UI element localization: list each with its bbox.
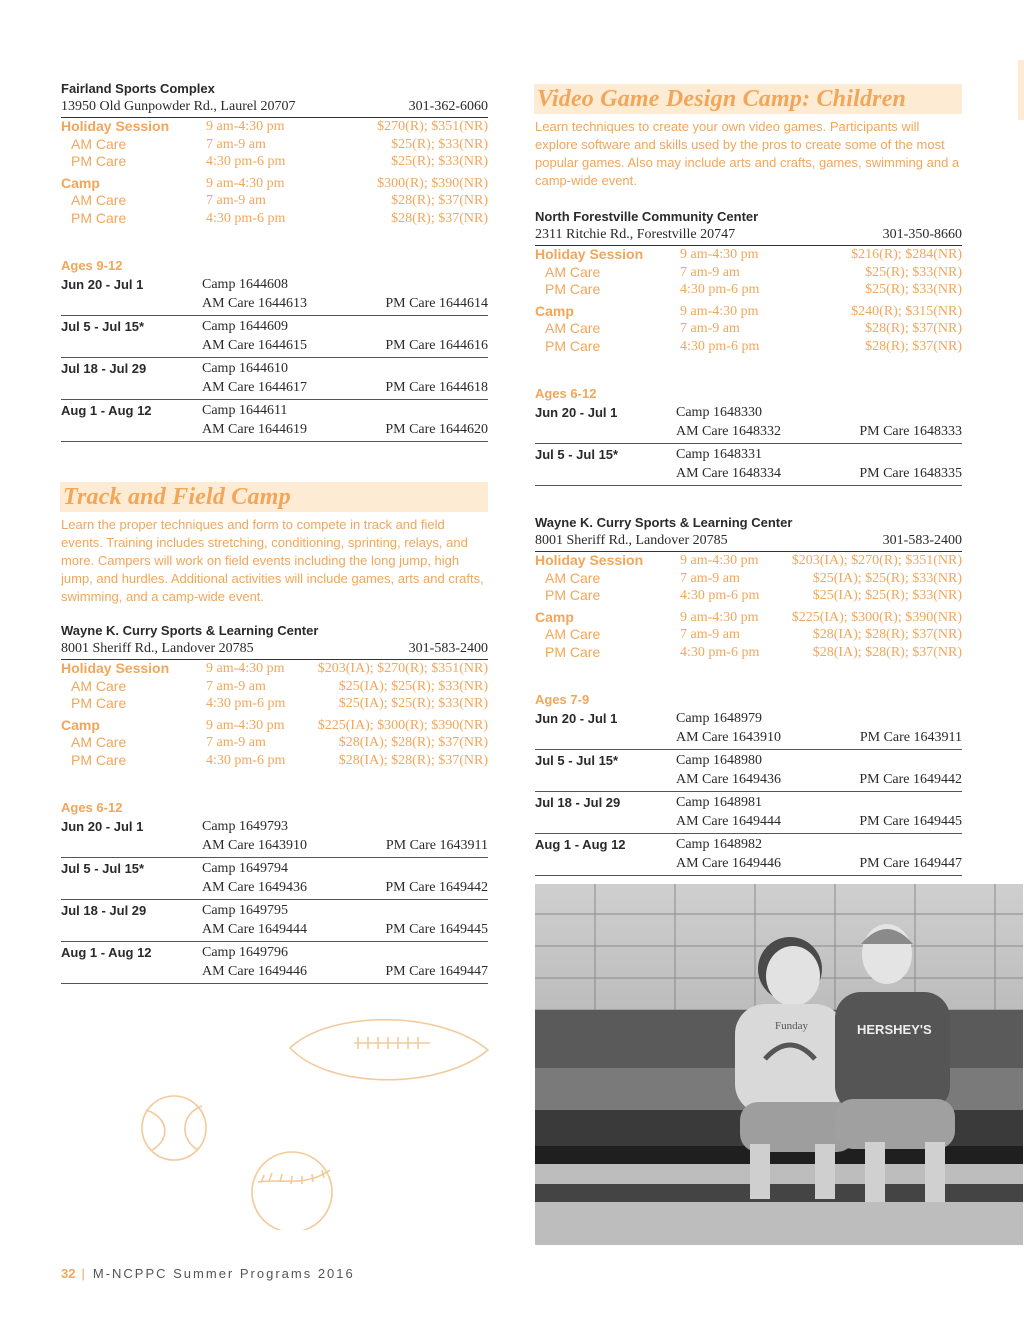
ages-label: Ages 7-9: [535, 692, 590, 707]
session-row: [535, 246, 962, 264]
registration-line-care: [535, 770, 962, 789]
session-row: [535, 303, 962, 321]
session-label: Holiday Session: [61, 118, 170, 134]
registration-line-camp: [61, 401, 488, 420]
session-price: $240(R); $315(NR): [851, 303, 962, 319]
registration-list: [61, 274, 488, 442]
registration-line-camp: [535, 445, 962, 464]
registration-line-care: [61, 836, 488, 855]
session-row: [535, 587, 962, 605]
session-price: $203(IA); $270(R); $351(NR): [791, 553, 962, 568]
session-label: Camp: [535, 302, 574, 319]
pm-care-code: PM Care 1649447: [859, 856, 962, 871]
session-label: PM Care: [545, 281, 601, 297]
session-row: [61, 136, 488, 154]
pm-care-code: PM Care 1649442: [385, 880, 488, 895]
football-icon: [290, 1020, 488, 1080]
registration-line-care: [535, 464, 962, 483]
registration-dates: Jul 5 - Jul 15*: [535, 753, 619, 768]
section-description: Learn the proper techniques and form to compete in track and field events. Training includes stretching, conditioning, sprinting, relays, and more. Campers will work on field events including the long jump, high jump, and hurdles. Additional activities will include games, arts and crafts, swimming, and a camp-wide event.: [61, 517, 484, 604]
session-row: [535, 281, 962, 299]
session-price: $25(R); $33(NR): [391, 136, 488, 152]
pm-care-code: PM Care 1649445: [385, 922, 488, 937]
am-care-code: AM Care 1648332: [676, 424, 781, 439]
location-address-row: [61, 640, 488, 660]
registration-list: [535, 402, 962, 486]
pm-care-code: PM Care 1644614: [385, 296, 488, 311]
registration-line-care: [61, 378, 488, 397]
session-time: 9 am-4:30 pm: [680, 553, 759, 568]
session-table: [535, 552, 962, 661]
session-row: [61, 717, 488, 735]
session-label: Holiday Session: [535, 552, 644, 568]
section-description: Learn techniques to create your own video games. Participants will explore software and skills used by the pros to create some of the most popular games. Also may include arts and crafts, games, swimming and a camp-wide event.: [535, 119, 960, 188]
session-row: [535, 609, 962, 627]
session-time: 4:30 pm-6 pm: [206, 696, 286, 711]
camp-code: Camp 1649795: [202, 903, 288, 918]
shirt-text-right: HERSHEY'S: [857, 1022, 932, 1037]
kids-photo: [535, 884, 1023, 1245]
session-label: AM Care: [71, 192, 127, 208]
registration-row: [61, 816, 488, 858]
track-field-section: [61, 482, 488, 984]
session-time: 7 am-9 am: [206, 193, 266, 208]
registration-dates: Aug 1 - Aug 12: [61, 403, 152, 418]
registration-row: [535, 792, 962, 834]
registration-line-camp: [61, 317, 488, 336]
registration-dates: Jul 5 - Jul 15*: [61, 861, 145, 876]
session-price: $270(R); $351(NR): [377, 119, 488, 134]
location-name: Wayne K. Curry Sports & Learning Center: [535, 515, 793, 530]
camp-code: Camp 1644608: [202, 277, 288, 292]
session-label: Holiday Session: [61, 660, 170, 676]
camp-code: Camp 1649794: [202, 861, 288, 876]
location-address-row: [535, 226, 962, 246]
registration-dates: Jul 18 - Jul 29: [535, 795, 621, 810]
session-row: [535, 570, 962, 588]
left-column: [61, 80, 488, 984]
location-phone: 301-583-2400: [882, 533, 962, 548]
session-label: PM Care: [71, 153, 127, 169]
session-price: $28(R); $37(NR): [391, 210, 488, 226]
page-edge-tab: [1018, 60, 1024, 120]
am-care-code: AM Care 1649436: [676, 772, 781, 787]
session-row: [61, 210, 488, 228]
registration-row: [535, 750, 962, 792]
am-care-code: AM Care 1649446: [676, 856, 781, 871]
registration-line-camp: [535, 709, 962, 728]
session-time: 4:30 pm-6 pm: [680, 282, 760, 297]
registration-dates: Jun 20 - Jul 1: [535, 711, 618, 726]
registration-row: [61, 316, 488, 358]
session-row: [535, 338, 962, 356]
session-row: [61, 734, 488, 752]
registration-dates: Aug 1 - Aug 12: [535, 837, 626, 852]
pm-care-code: PM Care 1644616: [385, 338, 488, 353]
registration-row: [535, 444, 962, 486]
session-label: PM Care: [545, 643, 601, 660]
session-table: [535, 246, 962, 355]
session-label: AM Care: [545, 320, 601, 336]
session-price: $203(IA); $270(R); $351(NR): [317, 661, 488, 676]
registration-line-care: [61, 962, 488, 981]
pm-care-code: PM Care 1644620: [385, 422, 488, 437]
am-care-code: AM Care 1643910: [202, 838, 307, 853]
registration-row: [61, 858, 488, 900]
location-phone: 301-350-8660: [882, 227, 962, 242]
page-number: 32: [61, 1266, 76, 1281]
session-time: 7 am-9 am: [680, 264, 740, 280]
session-label: Camp: [61, 174, 100, 191]
registration-line-care: [61, 878, 488, 897]
session-table: [61, 118, 488, 227]
tennis-ball-icon: [142, 1096, 206, 1160]
session-label: AM Care: [71, 677, 127, 694]
registration-line-camp: [535, 751, 962, 770]
session-row: [61, 175, 488, 193]
session-row: [61, 752, 488, 770]
publication-title: M-NCPPC Summer Programs 2016: [92, 1266, 355, 1281]
baseball-icon: [252, 1152, 332, 1230]
session-row: [535, 644, 962, 662]
am-care-code: AM Care 1643910: [676, 730, 781, 745]
session-time: 9 am-4:30 pm: [206, 119, 285, 134]
registration-line-camp: [535, 835, 962, 854]
registration-line-care: [535, 728, 962, 747]
location-address-row: [61, 98, 488, 118]
session-label: PM Care: [71, 695, 127, 711]
wayne-location: [61, 622, 488, 984]
camp-code: Camp 1648331: [676, 447, 762, 462]
session-row: [61, 695, 488, 713]
session-price: $28(IA); $28(R); $37(NR): [338, 752, 488, 768]
pm-care-code: PM Care 1643911: [385, 838, 488, 853]
registration-dates: Jun 20 - Jul 1: [61, 819, 144, 834]
session-row: [535, 320, 962, 338]
session-row: [61, 153, 488, 171]
registration-line-care: [61, 336, 488, 355]
session-price: $28(R); $37(NR): [865, 321, 962, 336]
location-address-row: [535, 532, 962, 552]
registration-dates: Jun 20 - Jul 1: [535, 405, 618, 420]
session-price: $28(IA); $28(R); $37(NR): [812, 627, 962, 642]
ages-label: Ages 9-12: [61, 258, 123, 273]
registration-row: [61, 400, 488, 442]
pm-care-code: PM Care 1649445: [859, 814, 962, 829]
location-address: 8001 Sheriff Rd., Landover 20785: [61, 641, 254, 656]
section-title: Video Game Design Camp: Children: [534, 84, 962, 114]
section-title: Track and Field Camp: [60, 482, 488, 512]
session-price: $225(IA); $300(R); $390(NR): [791, 609, 962, 625]
camp-code: Camp 1644609: [202, 319, 288, 334]
camp-code: Camp 1648980: [676, 753, 762, 768]
location-name: Wayne K. Curry Sports & Learning Center: [61, 623, 319, 638]
registration-row: [535, 708, 962, 750]
registration-row: [61, 942, 488, 984]
location-address: 2311 Ritchie Rd., Forestville 20747: [535, 227, 736, 242]
pm-care-code: PM Care 1643911: [859, 730, 962, 745]
ages-label: Ages 6-12: [61, 800, 123, 815]
session-price: $25(IA); $25(R); $33(NR): [338, 696, 488, 711]
session-time: 4:30 pm-6 pm: [680, 588, 760, 603]
location-name: North Forestville Community Center: [535, 209, 759, 224]
registration-line-care: [61, 920, 488, 939]
session-table: [61, 660, 488, 769]
registration-row: [61, 274, 488, 316]
session-price: $28(R); $37(NR): [391, 193, 488, 208]
registration-line-camp: [61, 859, 488, 878]
session-label: AM Care: [71, 135, 127, 152]
session-label: Camp: [535, 608, 574, 625]
session-time: 7 am-9 am: [206, 136, 266, 152]
location-phone: 301-362-6060: [408, 99, 488, 114]
right-column: [535, 84, 962, 876]
registration-line-care: [61, 294, 488, 313]
camp-code: Camp 1649796: [202, 945, 288, 960]
pm-care-code: PM Care 1649442: [859, 772, 962, 787]
session-label: PM Care: [545, 587, 601, 603]
session-price: $25(IA); $25(R); $33(NR): [812, 588, 962, 603]
session-price: $25(IA); $25(R); $33(NR): [338, 678, 488, 694]
session-row: [535, 264, 962, 282]
session-time: 7 am-9 am: [680, 321, 740, 336]
session-row: [535, 552, 962, 570]
session-time: 9 am-4:30 pm: [680, 303, 759, 319]
session-price: $216(R); $284(NR): [851, 247, 962, 262]
session-label: PM Care: [545, 337, 601, 354]
session-time: 4:30 pm-6 pm: [206, 154, 286, 169]
am-care-code: AM Care 1644615: [202, 338, 307, 353]
session-label: AM Care: [545, 626, 601, 642]
camp-code: Camp 1649793: [202, 819, 288, 834]
camp-code: Camp 1648981: [676, 795, 762, 810]
camp-code: Camp 1648979: [676, 711, 762, 726]
am-care-code: AM Care 1649436: [202, 880, 307, 895]
registration-dates: Aug 1 - Aug 12: [61, 945, 152, 960]
camp-code: Camp 1644610: [202, 361, 288, 376]
fairland-location: [61, 80, 488, 442]
session-time: 7 am-9 am: [206, 678, 266, 694]
session-label: Holiday Session: [535, 246, 644, 262]
session-time: 7 am-9 am: [680, 627, 740, 642]
registration-dates: Jul 5 - Jul 15*: [61, 319, 145, 334]
session-time: 7 am-9 am: [680, 570, 740, 586]
north-forestville-location: [535, 208, 962, 486]
session-price: $28(IA); $28(R); $37(NR): [338, 735, 488, 750]
session-time: 4:30 pm-6 pm: [206, 752, 286, 768]
session-label: AM Care: [545, 569, 601, 586]
session-time: 9 am-4:30 pm: [206, 175, 285, 191]
session-row: [535, 626, 962, 644]
registration-row: [61, 358, 488, 400]
registration-dates: Jul 5 - Jul 15*: [535, 447, 619, 462]
registration-line-care: [535, 812, 962, 831]
location-address: 8001 Sheriff Rd., Landover 20785: [535, 533, 728, 548]
registration-dates: Jul 18 - Jul 29: [61, 361, 147, 376]
am-care-code: AM Care 1644613: [202, 296, 307, 311]
page-footer: [61, 1266, 355, 1281]
registration-line-camp: [61, 817, 488, 836]
camp-code: Camp 1648330: [676, 405, 762, 420]
session-label: AM Care: [71, 734, 127, 750]
session-row: [61, 192, 488, 210]
session-price: $225(IA); $300(R); $390(NR): [317, 717, 488, 733]
location-address: 13950 Old Gunpowder Rd., Laurel 20707: [61, 99, 296, 114]
session-label: PM Care: [71, 209, 127, 226]
session-time: 4:30 pm-6 pm: [680, 338, 760, 354]
sports-balls-illustration: [140, 1010, 500, 1230]
session-price: $25(R); $33(NR): [865, 282, 962, 297]
session-price: $25(IA); $25(R); $33(NR): [812, 570, 962, 586]
pm-care-code: PM Care 1649447: [385, 964, 488, 979]
registration-line-camp: [61, 943, 488, 962]
session-time: 9 am-4:30 pm: [680, 247, 759, 262]
pm-care-code: PM Care 1644618: [385, 380, 488, 395]
session-time: 9 am-4:30 pm: [206, 717, 285, 733]
pm-care-code: PM Care 1648335: [859, 466, 962, 481]
session-row: [61, 118, 488, 136]
am-care-code: AM Care 1644619: [202, 422, 307, 437]
am-care-code: AM Care 1649444: [676, 814, 781, 829]
registration-line-camp: [61, 901, 488, 920]
camp-code: Camp 1644611: [202, 403, 288, 418]
session-time: 4:30 pm-6 pm: [680, 644, 760, 660]
pm-care-code: PM Care 1648333: [859, 424, 962, 439]
session-time: 9 am-4:30 pm: [206, 661, 285, 676]
registration-line-care: [535, 854, 962, 873]
registration-list: [535, 708, 962, 876]
session-row: [61, 678, 488, 696]
registration-row: [535, 834, 962, 876]
registration-line-camp: [61, 275, 488, 294]
am-care-code: AM Care 1648334: [676, 466, 781, 481]
registration-row: [61, 900, 488, 942]
registration-row: [535, 402, 962, 444]
session-label: PM Care: [71, 751, 127, 768]
camp-code: Camp 1648982: [676, 837, 762, 852]
location-phone: 301-583-2400: [408, 641, 488, 656]
location-name: Fairland Sports Complex: [61, 81, 215, 96]
session-price: $300(R); $390(NR): [377, 175, 488, 191]
registration-line-camp: [535, 403, 962, 422]
session-price: $25(R); $33(NR): [865, 264, 962, 280]
footer-separator: |: [81, 1266, 87, 1281]
session-time: 4:30 pm-6 pm: [206, 210, 286, 226]
session-row: [61, 660, 488, 678]
am-care-code: AM Care 1644617: [202, 380, 307, 395]
registration-line-camp: [61, 359, 488, 378]
session-time: 7 am-9 am: [206, 735, 266, 750]
wayne-location: [535, 514, 962, 876]
ages-label: Ages 6-12: [535, 386, 597, 401]
registration-line-camp: [535, 793, 962, 812]
session-label: AM Care: [545, 263, 601, 280]
registration-line-care: [535, 422, 962, 441]
registration-dates: Jun 20 - Jul 1: [61, 277, 144, 292]
session-price: $25(R); $33(NR): [391, 154, 488, 169]
registration-line-care: [61, 420, 488, 439]
session-price: $28(R); $37(NR): [865, 338, 962, 354]
session-price: $28(IA); $28(R); $37(NR): [812, 644, 962, 660]
am-care-code: AM Care 1649444: [202, 922, 307, 937]
registration-dates: Jul 18 - Jul 29: [61, 903, 147, 918]
session-label: Camp: [61, 716, 100, 733]
session-time: 9 am-4:30 pm: [680, 609, 759, 625]
am-care-code: AM Care 1649446: [202, 964, 307, 979]
registration-list: [61, 816, 488, 984]
shirt-text-left: Funday: [775, 1020, 808, 1032]
